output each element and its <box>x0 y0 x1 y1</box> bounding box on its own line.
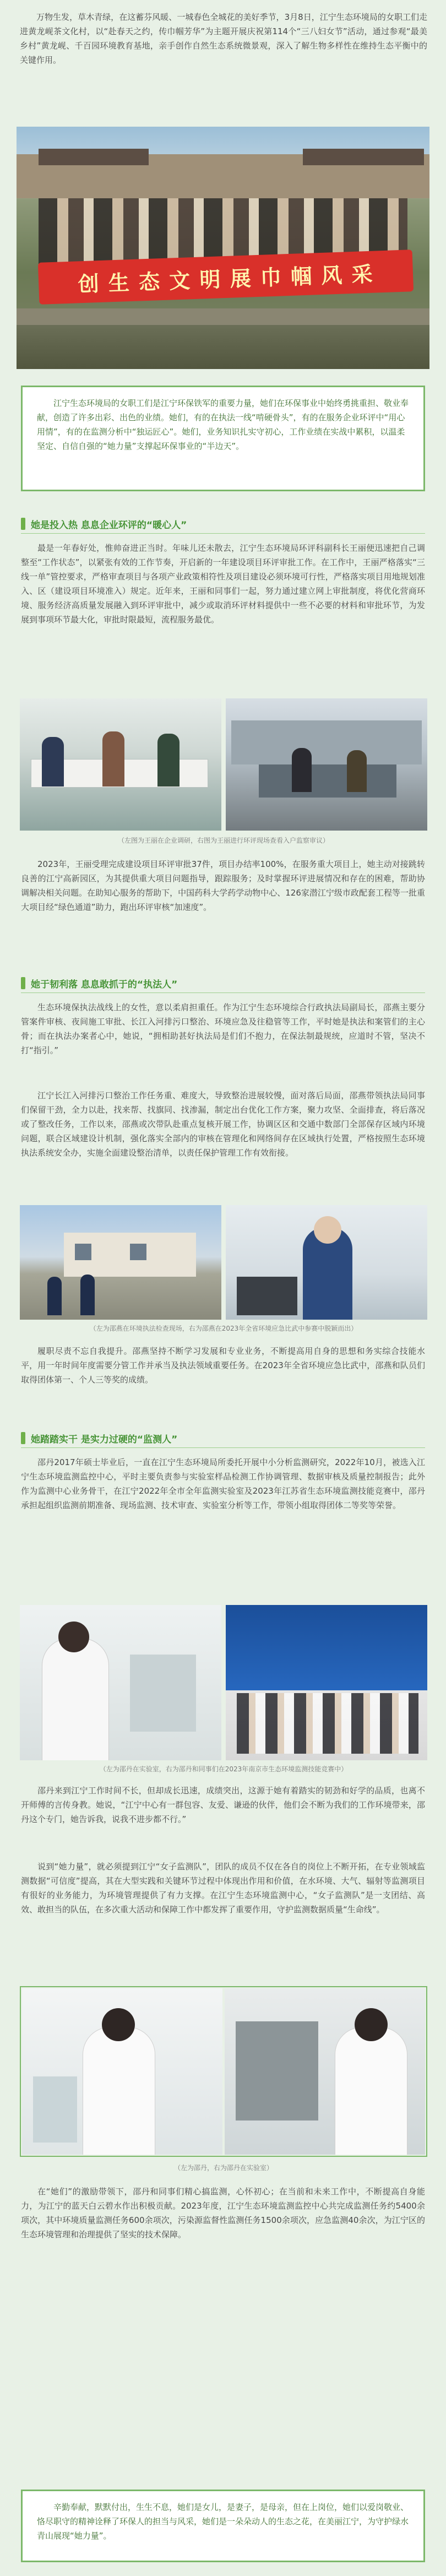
section1-heading <box>21 516 187 532</box>
section3-photo-bottom-left <box>22 1988 222 2155</box>
section2-paragraph-2: 江宁长江入河排污口整治工作任务重、难度大，导致整治进展较慢，面对落后局面，邵燕带领执法局同事们保留干劲，全力以赴，找来帮、找旗同、找渗漏，制定出台优化工作方案，聚力攻坚、全面排查，将后落况或了整改任务，工作以来，邵燕或次带队赴重点复核开展工作，协调区区和交通中数部门全部保存区域内环境问题，联合区域建设计机制，强化落实全部内的审核在管理化和网络间存在区域执行处置，严格按照生态环境执法系统安全办，实施全面建设整治清单，以责任保护管理工作有效衔接。 <box>21 1091 425 1158</box>
section2-photo-left <box>20 1205 221 1320</box>
heading-marker <box>21 1432 25 1444</box>
heading-marker <box>21 977 25 989</box>
section3-title: 她踏踏实干 是实力过硬的“监测人” <box>31 1434 178 1445</box>
summary-text: 江宁生态环境局的女职工们是江宁环保铁军的重要力量，她们在环保事业中始终勇挑重担、敬业奉献，创造了许多出彩、出色的业绩。她们，有的在执法一线“啃硬骨头”，有的在服务企业环评中“用心用情”，有的在监测分析中“独运匠心”。她们，业务知识扎实守初心，工作业绩在实战中累积，以温柔坚定、自信自强的“她力量”支撑起环保事业的“半边天”。 <box>37 398 409 451</box>
section1-photo-left <box>20 698 221 831</box>
section3-paragraph-4: 在“她们”的激励带领下，邵丹和同事们精心搞监测，心怀初心；在当前和未来工作中，不断提高自身能力，为江宁的蓝天白云碧水作出积极贡献。2023年度，江宁生态环境监测监控中心共完成监测任务约5400余项次，其中环境质量监测任务600余项次，污染源监督性监测任务1500余项次，应急监测40余次，为江宁区的生态环境管理和治理提供了坚实的技术保障。 <box>21 2187 425 2239</box>
section1-paragraph-1: 最是一年春好处，惟帅奋进正当时。年味儿还未散去，江宁生态环境局环评科副科长王丽便迅速把自己调整至“工作状态”，以紧张有效的工作节奏，开启新的一年建设项目环评审批工作。在工作中，王丽严格落实“三线一单”管控要求，严格审查项目与各项产业政策相符性及项目建设必须环境可行性，严格落实项目用地规划准入、区（建设项目环境准入）规定。近年来，王丽和同事们一起，努力通过建立网上审批制度，将优化营商环境、服务经济高质量发展融入到环评审批中，减少或取消环评材料提供中一些不必要的材料和审批环节，为发展到事项环节最大化，审批时限最短，流程服务最优。 <box>21 543 425 625</box>
section3-caption-2: （左为邵丹，右为邵丹在实验室） <box>173 2164 273 2172</box>
closing-text: 辛勤奉献，默默付出，生生不息，她们是女儿，是妻子，是母亲，但在上岗位，她们以爱岗敬业、恪尽职守的精神诠释了环保人的担当与风采，她们是一朵朵动人的生态之花，在美丽江宁，为守护绿水青山展现“她力量”。 <box>37 2502 409 2541</box>
intro-paragraph: 万物生发，草木青绿，在这蓄芬风暖、一城春色全城花的美好季节，3月8日，江宁生态环境局的女职工们走进黄龙岘茶文化村，以“赴春天之约，传巾帼芳华”为主题开展庆祝第114个“三八妇女节”活动，通过参观“最美乡村”黄龙岘、千百园环境教育基地，亲手创作自然生态系统微景观，深入了解生物多样性在维持生态平衡中的关键作用。 <box>20 12 427 65</box>
section3-heading <box>21 1430 177 1446</box>
section2-photo-right <box>226 1205 427 1320</box>
section3-paragraph-1: 邵丹2017年硕士毕业后，一直在江宁生态环境局所委托开展中小分析监测研究，2022年10月，被选入江宁生态环境监测监控中心，平时主要负责参与实验室样品检测工作协调管理、数据审核及质量控制报告；此外作为监测中心业务骨干，在江宁2022年全市全年监测实验室及2023年江苏省生态环境监测技能竞赛中，邵丹承担起组织监测前期准备、现场监测、技术审查、实验室分析等工作，带领小组取得团体二等奖等荣誉。 <box>21 1457 425 1510</box>
section2-caption: （左为邵燕在环境执法检查现场，右为邵燕在2023年全省环境应急比武中参赛中脱颖而出） <box>89 1325 358 1332</box>
closing-box <box>21 2490 425 2562</box>
section1-divider <box>21 533 425 534</box>
group-photo <box>17 127 429 369</box>
section3-paragraph-2: 邵丹来到江宁工作时间不长，但却成长迅速，成绩突出，这源于她有着踏实的韧劲和好学的品质，也离不开师傅的言传身教。她说，“江宁中心有一群包容、友爱、谦逊的伙伴，他们会不断为我们的工作环境带来，邵丹这个专门，她告诉我，说我不进步都不行。” <box>21 1786 425 1824</box>
section3-caption: （左为邵丹在实验室，右为邵丹和同事们在2023年南京市生态环境监测技能竞赛中） <box>99 1765 348 1773</box>
section3-photo-left <box>20 1605 221 1760</box>
banner-text: 创 生 态 文 明 展 巾 帼 风 采 <box>77 262 374 296</box>
section2-title: 她于韧利落 息息敢抓于的“执法人” <box>31 979 178 990</box>
section2-heading <box>21 975 177 991</box>
section3-paragraph-3: 说到“她力量”，就必须提到江宁“女子监测队”，团队的成员不仅在各自的岗位上不断开拓，在专业领域监测数据“可信度”提高，其在大型实践和关键环节过程中体现出作用和价值，在水环境、大气、辐射等监测项目有很好的业务能力，为环境管理提供了有力支撑。在江宁生态环境监测中心，“女子监测队”是一支团结、高效、敢担当的队伍，在多次重大活动和保障工作中都发挥了重要作用，守护监测数据质量“生命线”。 <box>21 1862 425 1915</box>
section3-divider <box>21 1447 425 1448</box>
section3-photo-bottom-right <box>225 1988 425 2155</box>
section1-photo-right <box>226 698 427 831</box>
summary-box <box>21 386 425 491</box>
section3-photo-right <box>226 1605 427 1760</box>
contest-board <box>237 1627 418 1646</box>
section1-caption: （左图为王丽在企业调研，右图为王丽进行环评现场查看入户监察审议） <box>117 837 329 844</box>
heading-marker <box>21 518 25 530</box>
section1-title: 她是投入热 息息企业环评的“暖心人” <box>31 519 187 531</box>
section2-paragraph-1: 生态环境保执法战线上的女性，意以柔肩担重任。作为江宁生态环境综合行政执法局副局长，邵燕主要分管案件审核、夜间施工审批、长江入河排污口整治、环境应急及往稳管等工作，平时她是执法和案管们的主心骨；而在执法办案者心中，她说，“拥相助甚好执法局是们们不抱力，在保法制最规统，应道时不管，坚决不打“指引。” <box>21 1002 425 1055</box>
section2-paragraph-3: 履职尽责不忘自我提升。邵燕坚持不断学习发展和专业业务，不断提高用自身的思想和务实综合技能水平，用一年时间年度需要分管工作并承当及执法领域重要任务。在2023年全省环境应急比武中，邵燕和队员们取得团体第一、个人三等奖的成绩。 <box>21 1346 425 1385</box>
section1-paragraph-2: 2023年，王丽受理完成建设项目环评审批37件，项目办结率100%，在服务重大项目上，她主动对接跳转良善的江宁高新园区，为其提供重大项目问题指导，跟踪服务；及时掌握环评进展情况和存在的困难，帮助协调解决相关问题。在助知心服务的帮助下，中国药科大学药学动物中心、126家潜江宁级市政配套工程等一批重大项目经“绿色通道”助力，跑出环评审核“加速度”。 <box>21 859 425 912</box>
